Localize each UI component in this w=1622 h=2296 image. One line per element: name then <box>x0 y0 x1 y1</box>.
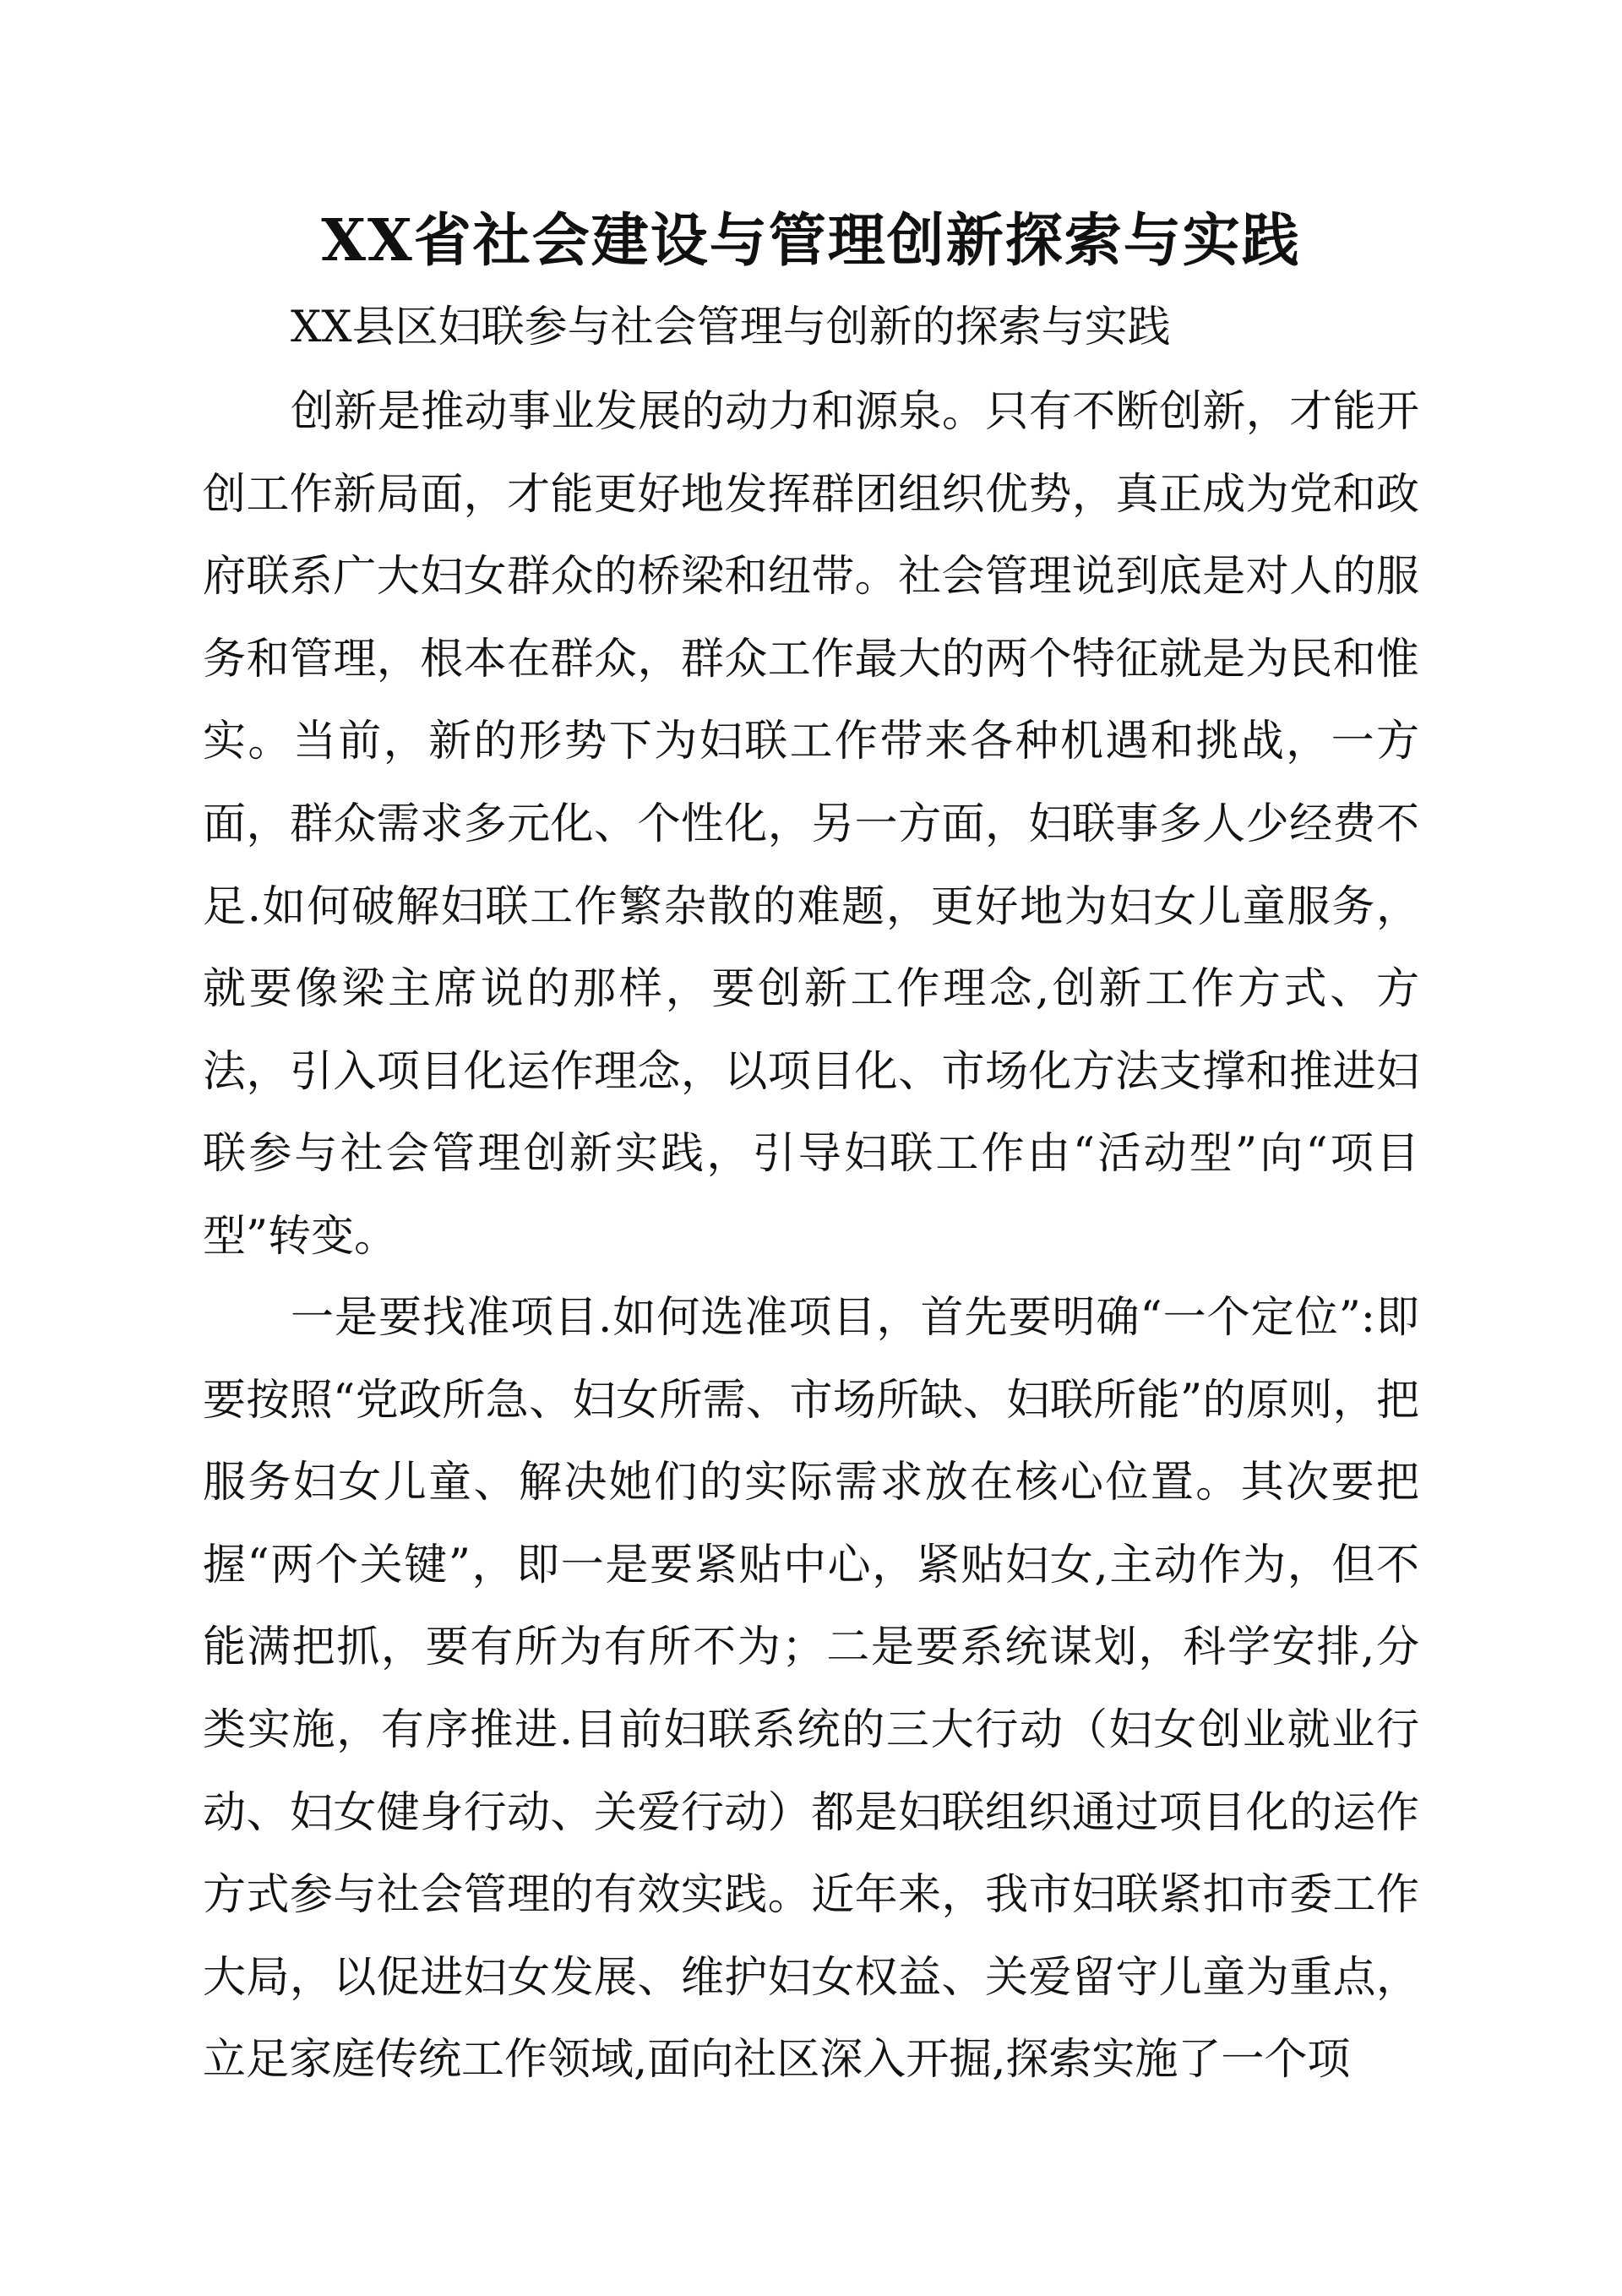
document-subtitle: XX县区妇联参与社会管理与创新的探索与实践 <box>291 303 1171 352</box>
paragraph-intro: 创新是推动事业发展的动力和源泉。只有不断创新，才能开创工作新局面，才能更好地发挥群团组织优势，真正成为党和政府联系广大妇女群众的桥梁和纽带。社会管理说到底是对人的服务和管理，根本在群众，群众工作最大的两个特征就是为民和惟实。当前，新的形势下为妇联工作带来各种机遇和挑战，一方面，群众需求多元化、个性化，另一方面，妇联事多人少经费不足.如何破解妇联工作繁杂散的难题，更好地为妇女儿童服务，就要像梁主席说的那样，要创新工作理念,创新工作方式、方法，引入项目化运作理念，以项目化、市场化方法支撑和推进妇联参与社会管理创新实践，引导妇联工作由“活动型”向“项目型”转变。 <box>203 387 1419 1262</box>
paragraph-find-projects: 一是要找准项目.如何选准项目，首先要明确“一个定位”:即要按照“党政所急、妇女所需、市场所缺、妇联所能”的原则，把服务妇女儿童、解决她们的实际需求放在核心位置。其次要把握“两个关键”，即一是要紧贴中心，紧贴妇女,主动作为，但不能满把抓，要有所为有所不为；二是要系统谋划，科学安排,分类实施，有序推进.目前妇联系统的三大行动（妇女创业就业行动、妇女健身行动、关爱行动）都是妇联组织通过项目化的运作方式参与社会管理的有效实践。近年来，我市妇联紧扣市委工作大局，以促进妇女发展、维护妇女权益、关爱留守儿童为重点，立足家庭传统工作领域,面向社区深入开掘,探索实施了一个项 <box>203 1293 1419 2086</box>
document-title: XX省社会建设与管理创新探索与实践 <box>321 207 1301 275</box>
